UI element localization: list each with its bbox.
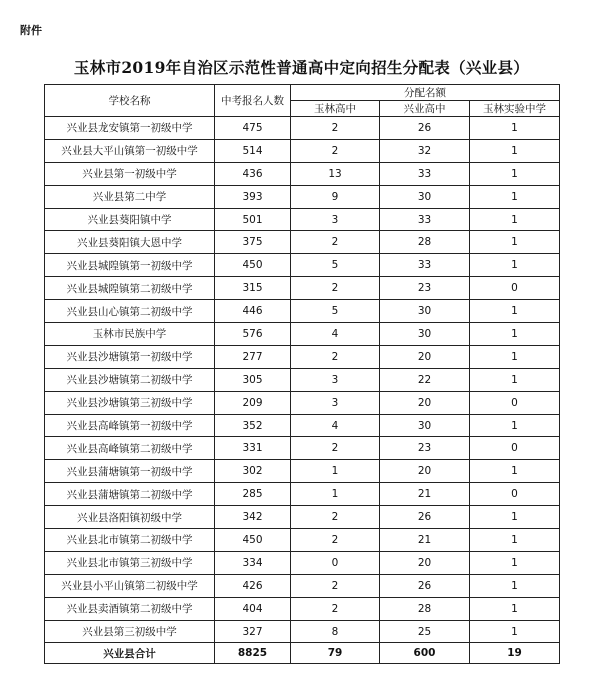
xingye-high-cell: 26 <box>380 574 470 597</box>
school-name-cell: 兴业县第三初级中学 <box>45 620 215 643</box>
table-row <box>45 597 560 620</box>
table-row <box>45 391 560 414</box>
yulin-high-cell: 2 <box>291 139 380 162</box>
xingye-high-cell: 30 <box>380 300 470 323</box>
xingye-high-cell: 26 <box>380 117 470 140</box>
school-name-cell: 兴业县卖酒镇第二初级中学 <box>45 597 215 620</box>
header-xingye-high: 兴业高中 <box>380 101 470 117</box>
school-name-cell: 兴业县蒲塘镇第一初级中学 <box>45 460 215 483</box>
school-name-cell: 兴业县沙塘镇第一初级中学 <box>45 345 215 368</box>
yulin-experimental-cell: 1 <box>470 139 560 162</box>
total-yulin-high: 79 <box>291 643 380 664</box>
yulin-high-cell: 13 <box>291 162 380 185</box>
xingye-high-cell: 30 <box>380 185 470 208</box>
yulin-high-cell: 4 <box>291 414 380 437</box>
xingye-high-cell: 23 <box>380 437 470 460</box>
xingye-high-cell: 20 <box>380 551 470 574</box>
applicants-cell: 404 <box>215 597 291 620</box>
xingye-high-cell: 33 <box>380 208 470 231</box>
yulin-high-cell: 2 <box>291 231 380 254</box>
table-row <box>45 551 560 574</box>
school-name-cell: 兴业县北市镇第三初级中学 <box>45 551 215 574</box>
table-row <box>45 231 560 254</box>
xingye-high-cell: 22 <box>380 368 470 391</box>
table-row <box>45 529 560 552</box>
table-row <box>45 345 560 368</box>
school-name-cell: 兴业县大平山镇第一初级中学 <box>45 139 215 162</box>
xingye-high-cell: 20 <box>380 460 470 483</box>
school-name-cell: 兴业县沙塘镇第三初级中学 <box>45 391 215 414</box>
applicants-cell: 450 <box>215 529 291 552</box>
yulin-experimental-cell: 1 <box>470 208 560 231</box>
table-row <box>45 620 560 643</box>
table-row <box>45 254 560 277</box>
applicants-cell: 352 <box>215 414 291 437</box>
xingye-high-cell: 23 <box>380 277 470 300</box>
school-name-cell: 兴业县龙安镇第一初级中学 <box>45 117 215 140</box>
yulin-high-cell: 3 <box>291 208 380 231</box>
applicants-cell: 342 <box>215 506 291 529</box>
yulin-high-cell: 2 <box>291 345 380 368</box>
yulin-high-cell: 2 <box>291 506 380 529</box>
yulin-high-cell: 4 <box>291 323 380 346</box>
school-name-cell: 玉林市民族中学 <box>45 323 215 346</box>
applicants-cell: 501 <box>215 208 291 231</box>
yulin-high-cell: 5 <box>291 300 380 323</box>
yulin-experimental-cell: 1 <box>470 300 560 323</box>
yulin-experimental-cell: 0 <box>470 483 560 506</box>
yulin-experimental-cell: 1 <box>470 231 560 254</box>
table-row <box>45 437 560 460</box>
table-row <box>45 139 560 162</box>
school-name-cell: 兴业县第二中学 <box>45 185 215 208</box>
yulin-high-cell: 5 <box>291 254 380 277</box>
yulin-high-cell: 2 <box>291 574 380 597</box>
applicants-cell: 436 <box>215 162 291 185</box>
xingye-high-cell: 21 <box>380 529 470 552</box>
yulin-high-cell: 1 <box>291 460 380 483</box>
yulin-high-cell: 2 <box>291 117 380 140</box>
table-row <box>45 185 560 208</box>
yulin-experimental-cell: 1 <box>470 551 560 574</box>
applicants-cell: 576 <box>215 323 291 346</box>
table-row <box>45 506 560 529</box>
xingye-high-cell: 30 <box>380 323 470 346</box>
applicants-cell: 375 <box>215 231 291 254</box>
total-xingye-high: 600 <box>380 643 470 664</box>
yulin-experimental-cell: 0 <box>470 277 560 300</box>
yulin-high-cell: 0 <box>291 551 380 574</box>
table-row <box>45 414 560 437</box>
yulin-high-cell: 2 <box>291 437 380 460</box>
school-name-cell: 兴业县高峰镇第一初级中学 <box>45 414 215 437</box>
applicants-cell: 334 <box>215 551 291 574</box>
xingye-high-cell: 30 <box>380 414 470 437</box>
total-applicants: 8825 <box>215 643 291 664</box>
applicants-cell: 315 <box>215 277 291 300</box>
school-name-cell: 兴业县高峰镇第二初级中学 <box>45 437 215 460</box>
yulin-experimental-cell: 1 <box>470 254 560 277</box>
xingye-high-cell: 32 <box>380 139 470 162</box>
yulin-experimental-cell: 1 <box>470 597 560 620</box>
page-title: 玉林市2019年自治区示范性普通高中定向招生分配表（兴业县） <box>73 58 530 77</box>
yulin-experimental-cell: 1 <box>470 414 560 437</box>
applicants-cell: 331 <box>215 437 291 460</box>
school-name-cell: 兴业县沙塘镇第二初级中学 <box>45 368 215 391</box>
yulin-experimental-cell: 1 <box>470 368 560 391</box>
applicants-cell: 393 <box>215 185 291 208</box>
table-row <box>45 368 560 391</box>
yulin-experimental-cell: 1 <box>470 574 560 597</box>
school-name-cell: 兴业县山心镇第二初级中学 <box>45 300 215 323</box>
school-name-cell: 兴业县葵阳镇大恩中学 <box>45 231 215 254</box>
yulin-high-cell: 2 <box>291 597 380 620</box>
header-yulin-high: 玉林高中 <box>291 101 380 117</box>
xingye-high-cell: 25 <box>380 620 470 643</box>
yulin-experimental-cell: 1 <box>470 162 560 185</box>
total-row <box>45 643 560 664</box>
applicants-cell: 446 <box>215 300 291 323</box>
applicants-cell: 302 <box>215 460 291 483</box>
applicants-cell: 475 <box>215 117 291 140</box>
yulin-experimental-cell: 1 <box>470 345 560 368</box>
xingye-high-cell: 33 <box>380 162 470 185</box>
table-row <box>45 323 560 346</box>
xingye-high-cell: 33 <box>380 254 470 277</box>
total-label: 兴业县合计 <box>45 643 215 664</box>
table-row <box>45 483 560 506</box>
xingye-high-cell: 21 <box>380 483 470 506</box>
applicants-cell: 209 <box>215 391 291 414</box>
yulin-experimental-cell: 1 <box>470 323 560 346</box>
yulin-experimental-cell: 1 <box>470 529 560 552</box>
yulin-experimental-cell: 1 <box>470 117 560 140</box>
school-name-cell: 兴业县城隍镇第一初级中学 <box>45 254 215 277</box>
applicants-cell: 327 <box>215 620 291 643</box>
header-yulin-experimental: 玉林实验中学 <box>470 101 560 117</box>
yulin-experimental-cell: 1 <box>470 185 560 208</box>
header-applicants: 中考报名人数 <box>215 85 291 117</box>
xingye-high-cell: 28 <box>380 231 470 254</box>
school-name-cell: 兴业县北市镇第二初级中学 <box>45 529 215 552</box>
applicants-cell: 277 <box>215 345 291 368</box>
table-row <box>45 574 560 597</box>
xingye-high-cell: 28 <box>380 597 470 620</box>
yulin-high-cell: 3 <box>291 391 380 414</box>
table-row <box>45 277 560 300</box>
yulin-experimental-cell: 1 <box>470 460 560 483</box>
table-row <box>45 208 560 231</box>
applicants-cell: 514 <box>215 139 291 162</box>
xingye-high-cell: 20 <box>380 391 470 414</box>
table-row <box>45 162 560 185</box>
total-yulin-experimental: 19 <box>470 643 560 664</box>
applicants-cell: 305 <box>215 368 291 391</box>
yulin-high-cell: 2 <box>291 277 380 300</box>
yulin-high-cell: 1 <box>291 483 380 506</box>
table-row <box>45 460 560 483</box>
applicants-cell: 450 <box>215 254 291 277</box>
yulin-experimental-cell: 0 <box>470 437 560 460</box>
header-school: 学校名称 <box>45 85 215 117</box>
yulin-high-cell: 3 <box>291 368 380 391</box>
applicants-cell: 426 <box>215 574 291 597</box>
applicants-cell: 285 <box>215 483 291 506</box>
table-row <box>45 300 560 323</box>
school-name-cell: 兴业县葵阳镇中学 <box>45 208 215 231</box>
yulin-high-cell: 9 <box>291 185 380 208</box>
attachment-label: 附件 <box>20 24 42 37</box>
school-name-cell: 兴业县小平山镇第二初级中学 <box>45 574 215 597</box>
school-name-cell: 兴业县城隍镇第二初级中学 <box>45 277 215 300</box>
school-name-cell: 兴业县蒲塘镇第二初级中学 <box>45 483 215 506</box>
xingye-high-cell: 26 <box>380 506 470 529</box>
header-allocation: 分配名额 <box>291 85 560 101</box>
xingye-high-cell: 20 <box>380 345 470 368</box>
school-name-cell: 兴业县洛阳镇初级中学 <box>45 506 215 529</box>
yulin-experimental-cell: 0 <box>470 391 560 414</box>
school-name-cell: 兴业县第一初级中学 <box>45 162 215 185</box>
yulin-experimental-cell: 1 <box>470 506 560 529</box>
yulin-experimental-cell: 1 <box>470 620 560 643</box>
yulin-high-cell: 8 <box>291 620 380 643</box>
allocation-table <box>44 84 560 664</box>
table-row <box>45 117 560 140</box>
yulin-high-cell: 2 <box>291 529 380 552</box>
